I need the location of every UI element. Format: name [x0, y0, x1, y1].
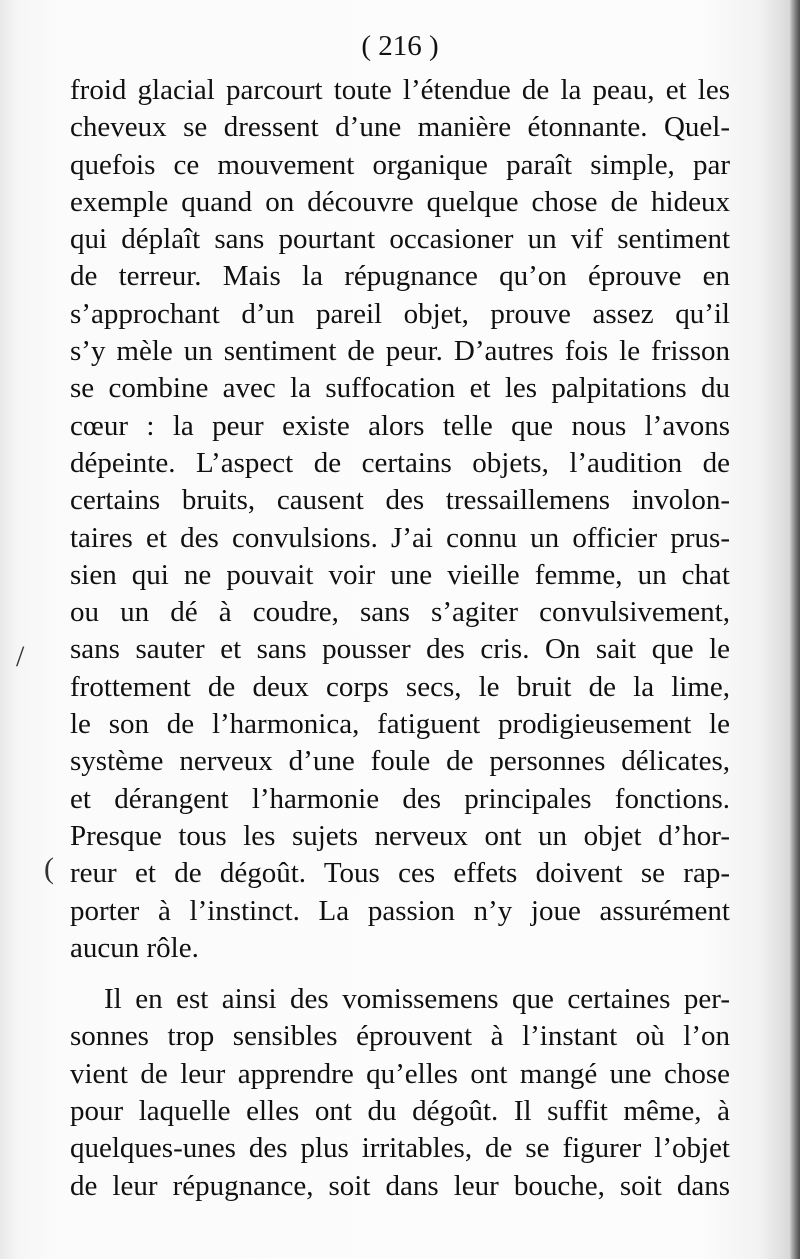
text-line: vient de leur apprendre qu’elles ont mangé une chose [70, 1057, 730, 1090]
text-line: cheveux se dressent d’une manière étonnante. Quel- [70, 111, 730, 144]
text-line: sien qui ne pouvait voir une vieille femme, un chat [70, 558, 730, 591]
page-edge-shadow [790, 0, 800, 1259]
text-line: sans sauter et sans pousser des cris. On sait que le [70, 633, 730, 666]
paragraph-gap [70, 967, 730, 981]
text-line: Il en est ainsi des vomissemens que certaines per- [104, 983, 730, 1016]
margin-mark: ( [44, 852, 54, 885]
text-line: porter à l’instinct. La passion n’y joue assurément [70, 894, 730, 927]
text-line: dépeinte. L’aspect de certains objets, l’audition de [70, 446, 730, 479]
text-line: de leur répugnance, soit dans leur bouche, soit dans [70, 1169, 730, 1202]
paragraph [70, 72, 730, 967]
margin-mark: / [16, 640, 25, 673]
text-line: qui déplaît sans pourtant occasioner un vif sentiment [70, 223, 730, 256]
body-text [70, 72, 730, 1205]
text-line: s’approchant d’un pareil objet, prouve assez qu’il [70, 297, 730, 330]
page-number: ( 216 ) [361, 30, 439, 62]
text-line: Presque tous les sujets nerveux ont un objet d’hor- [70, 819, 730, 852]
text-line: sonnes trop sensibles éprouvent à l’instant où l’on [70, 1020, 730, 1053]
text-line: taires et des convulsions. J’ai connu un officier prus- [70, 521, 730, 554]
text-line: se combine avec la suffocation et les palpitations du [70, 372, 730, 405]
text-line: certains bruits, causent des tressaillemens involon- [70, 484, 730, 517]
text-line: quefois ce mouvement organique paraît simple, par [70, 148, 730, 181]
text-line: le son de l’harmonica, fatiguent prodigieusement le [70, 708, 730, 741]
text-line: pour laquelle elles ont du dégoût. Il suffit même, à [70, 1095, 730, 1128]
text-line: frottement de deux corps secs, le bruit de la lime, [70, 670, 730, 703]
text-line: ou un dé à coudre, sans s’agiter convulsivement, [70, 596, 730, 629]
text-line: reur et de dégoût. Tous ces effets doivent se rap- [70, 857, 730, 890]
text-line: exemple quand on découvre quelque chose de hideux [70, 185, 730, 218]
text-line: aucun rôle. [70, 931, 199, 964]
text-line: quelques-unes des plus irritables, de se figurer l’objet [70, 1132, 730, 1165]
text-line: et dérangent l’harmonie des principales fonctions. [70, 782, 730, 815]
text-line: froid glacial parcourt toute l’étendue de la peau, et les [70, 74, 730, 106]
text-line: s’y mèle un sentiment de peur. D’autres fois le frisson [70, 335, 730, 368]
text-line: cœur : la peur existe alors telle que nous l’avons [70, 409, 730, 442]
paragraph [70, 981, 730, 1205]
text-line: système nerveux d’une foule de personnes délicates, [70, 745, 730, 778]
text-line: de terreur. Mais la répugnance qu’on éprouve en [70, 260, 730, 293]
